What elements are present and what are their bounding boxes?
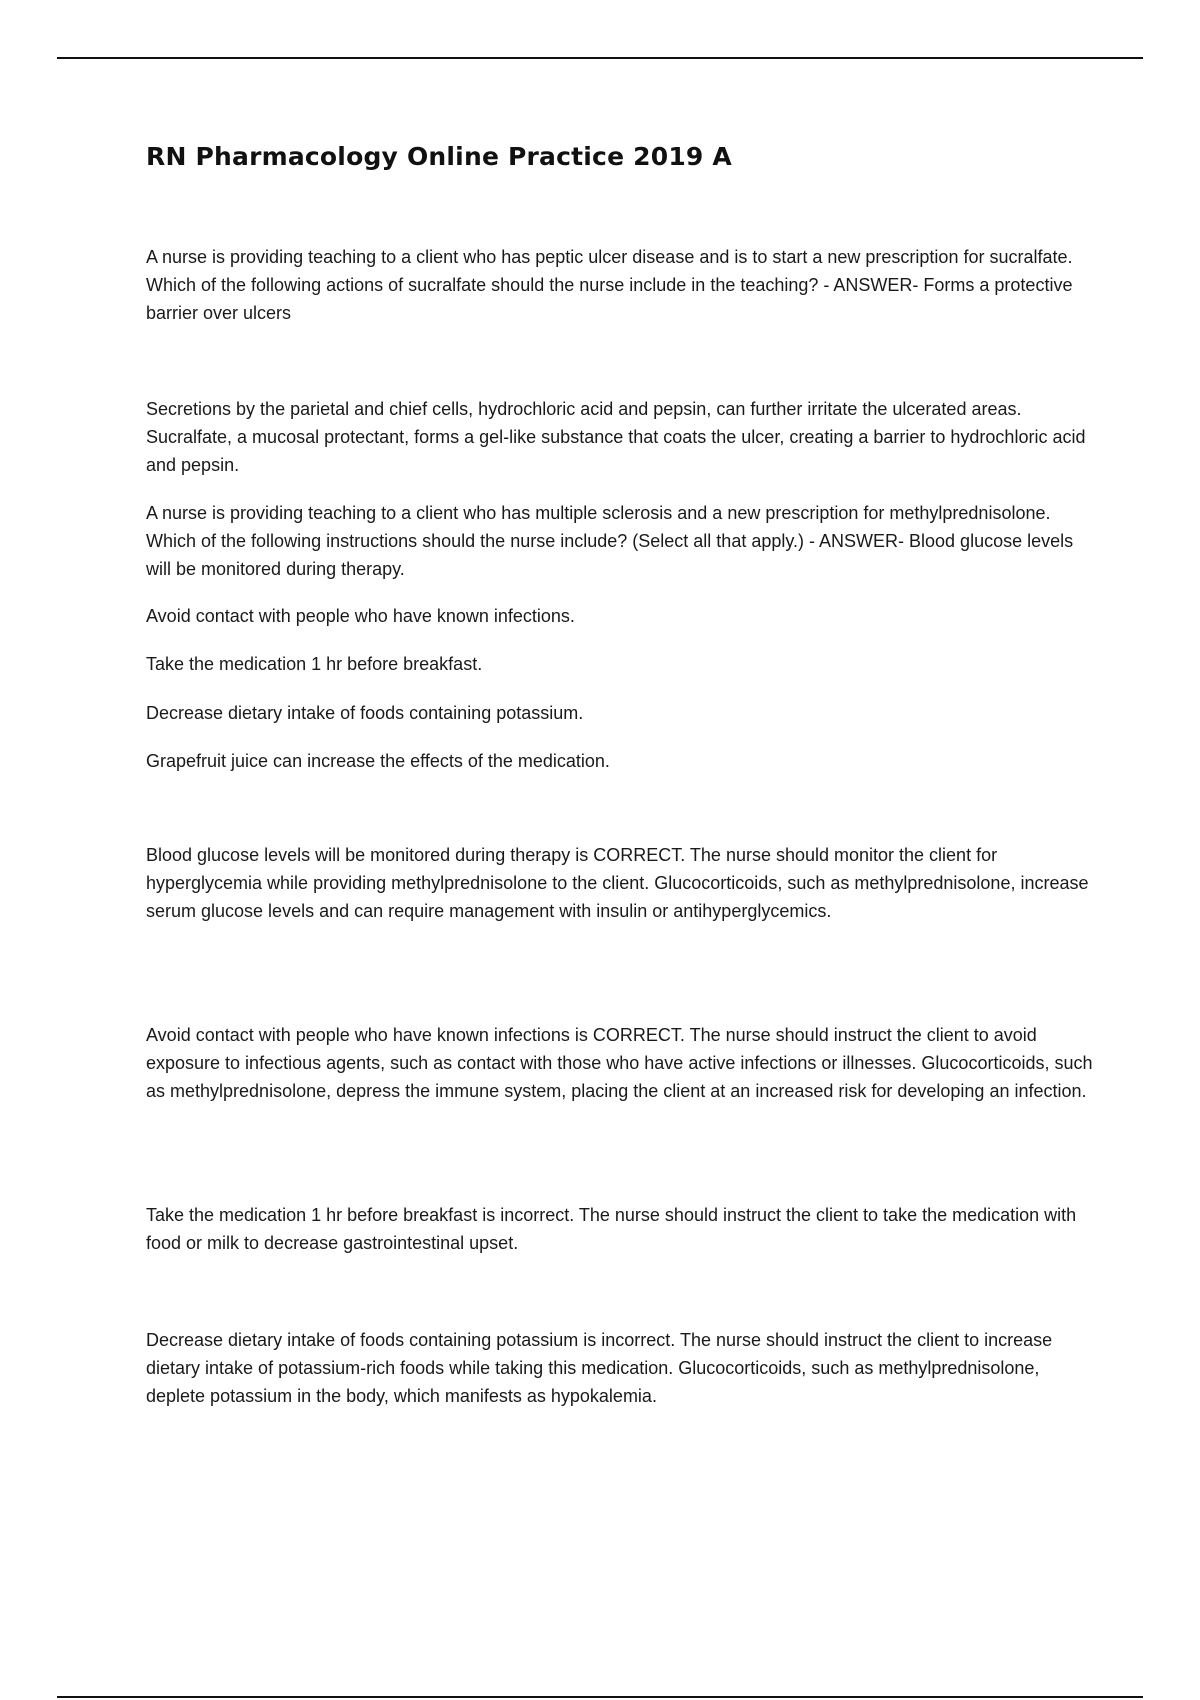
rationale-before-breakfast: Take the medication 1 hr before breakfast is incorrect. The nurse should instruct the client to take the medication with food or milk to decrease gastrointestinal upset.: [146, 1205, 1077, 1253]
rationale-decrease-potassium: Decrease dietary intake of foods containing potassium is incorrect. The nurse should instruct the client to increase dietary intake of potassium-rich foods while taking this medication. Glucocorticoids, such as methylprednisolone, deplete potassium in the body, which manifests as hypokalemia.: [146, 1330, 1053, 1406]
option-avoid-infections: Avoid contact with people who have known infections.: [146, 606, 575, 626]
rationale-blood-glucose: Blood glucose levels will be monitored during therapy is CORRECT. The nurse should monitor the client for hyperglycemia while providing methylprednisolone to the client. Glucocorticoids, such as methylprednisolone, increase serum glucose levels and can require management with insulin or antihyperglycemics.: [146, 845, 1089, 921]
bottom-rule: [57, 1696, 1143, 1698]
top-rule: [57, 57, 1143, 59]
option-take-before-breakfast: Take the medication 1 hr before breakfast.: [146, 654, 483, 674]
question-2-paragraph: A nurse is providing teaching to a client who has multiple sclerosis and a new prescription for methylprednisolone. Which of the following instructions should the nurse include? (Select all that apply.) - ANSWER- Blood glucose levels will be monitored during therapy.: [146, 503, 1074, 579]
option-grapefruit-juice: Grapefruit juice can increase the effects of the medication.: [146, 751, 610, 771]
question-1-paragraph: A nurse is providing teaching to a client who has peptic ulcer disease and is to start a new prescription for sucralfate. Which of the following actions of sucralfate should the nurse include in the teaching? - ANSWER- Forms a protective barrier over ulcers: [146, 247, 1073, 323]
question-1-rationale: Secretions by the parietal and chief cells, hydrochloric acid and pepsin, can further irritate the ulcerated areas. Sucralfate, a mucosal protectant, forms a gel-like substance that coats the ulcer, creating a barrier to hydrochloric acid and pepsin.: [146, 399, 1086, 475]
option-decrease-potassium: Decrease dietary intake of foods containing potassium.: [146, 703, 584, 723]
rationale-avoid-infections: Avoid contact with people who have known infections is CORRECT. The nurse should instruct the client to avoid exposure to infectious agents, such as contact with those who have active infections or illnesses. Glucocorticoids, such as methylprednisolone, depress the immune system, placing the client at an increased risk for developing an infection.: [146, 1025, 1093, 1101]
page-title: RN Pharmacology Online Practice 2019 A: [146, 142, 732, 171]
